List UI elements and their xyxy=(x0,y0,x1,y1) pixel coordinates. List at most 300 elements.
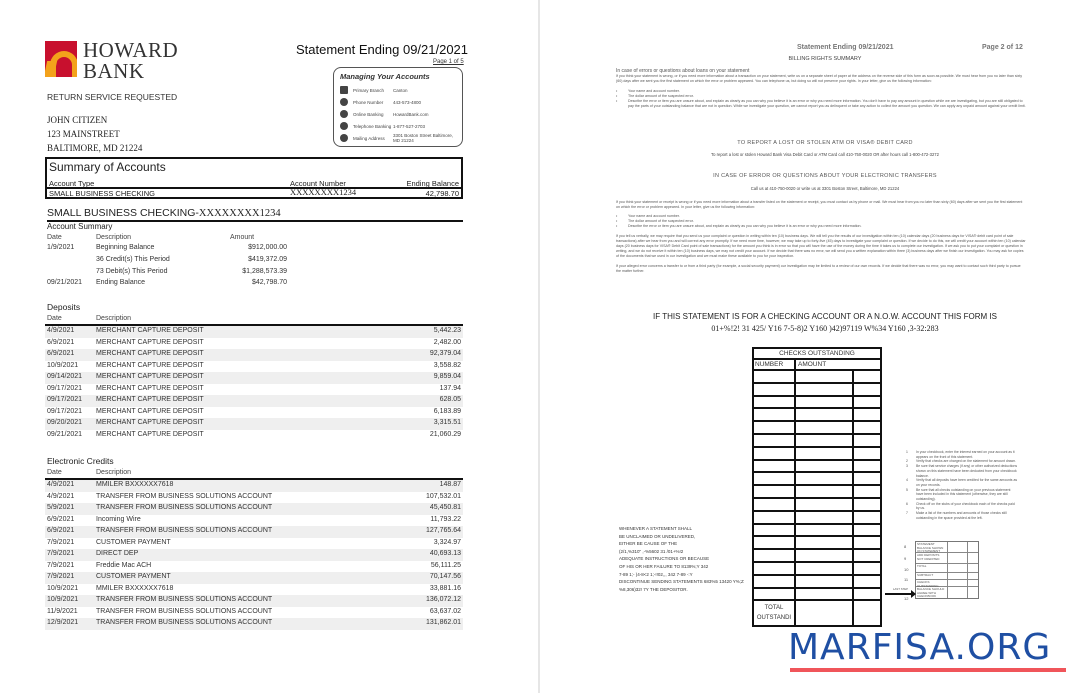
row-amount: $42,798.70 xyxy=(251,279,287,287)
row-date: 7/9/2021 xyxy=(47,538,75,546)
row-date: 09/17/2021 xyxy=(47,407,83,415)
row-date: 09/17/2021 xyxy=(47,396,83,403)
instruction-text: Be sure that service charges (if any) or other authorized deductions shown on this statement have been deducted from your checkbook balance. xyxy=(916,464,1018,478)
account-summary-row xyxy=(47,244,347,256)
billing-bullets xyxy=(616,89,1026,109)
row-amount: $1,288,573.39 xyxy=(242,267,287,275)
account-section-heading xyxy=(47,207,463,222)
check-cents-cell[interactable] xyxy=(854,537,880,548)
check-entry-row xyxy=(754,473,880,486)
row-description: MERCHANT CAPTURE DEPOSIT xyxy=(96,419,204,426)
row-description: TRANSFER FROM BUSINESS SOLUTIONS ACCOUNT xyxy=(96,607,273,615)
check-amount-cell[interactable] xyxy=(796,422,854,433)
account-type: SMALL BUSINESS CHECKING xyxy=(49,189,155,198)
row-amount: 70,147.56 xyxy=(429,573,461,580)
row-date: 6/9/2021 xyxy=(47,338,75,346)
table-row xyxy=(45,584,463,596)
table-row xyxy=(45,572,463,584)
managing-accounts-title: Managing Your Accounts xyxy=(340,72,430,81)
managing-label: Primary Branch xyxy=(353,87,385,93)
col-description: Description xyxy=(96,234,132,241)
instruction-number: 5 xyxy=(906,487,908,492)
account-summary-row xyxy=(47,268,347,280)
managing-value: 1-877-527-2703 xyxy=(393,123,426,129)
watermark-underline xyxy=(790,668,1066,672)
checks-total-row xyxy=(754,601,880,625)
row-amount: 40,693.13 xyxy=(429,550,461,557)
check-entry-row xyxy=(754,525,880,538)
recon-cents[interactable] xyxy=(968,542,978,552)
eft-paragraph: If you tell us verbally, we may require that you send us your complaint or question in writing within ten (10) business days. We will tell you the results of our investigation within ten (10) calendar days (20 business days for VISA® debit card point of sale transactions) after we hear from you and will correct any error promptly. If we need more time, however, we may take up to forty-five (45) days to investigate your complaint or question. If we decide to do this, we will credit your account within ten (10) calendar days (20 business days for VISA® Debit Card point of sale transactions) for the amount you think is in error so that you will have the use of the money during the time it takes us to complete our investigation. If we ask you to put your complaint or question in writing, and we do not receive it within ten (10) business days, we may not credit your account. If we decide that there was no error, we will send you a written explanation within three (3) business days after we finish our investigation. You may ask for copies of the documents that we used in our investigation and we must make these available to you for your inspection. xyxy=(616,234,1026,258)
eft-bullet: • Your name and account number. xyxy=(616,214,1026,219)
notice-line: EITHER BE CAUSE OF THE xyxy=(619,541,678,547)
row-description: MERCHANT CAPTURE DEPOSIT xyxy=(96,350,204,357)
row-description: TRANSFER FROM BUSINESS SOLUTIONS ACCOUNT xyxy=(96,619,273,626)
row-amount: 3,324.97 xyxy=(433,538,461,546)
account-summary-row xyxy=(47,256,347,268)
bank-name-line1: HOWARD xyxy=(83,38,179,62)
phone-person-icon xyxy=(340,98,348,106)
check-cents-cell[interactable] xyxy=(854,550,880,561)
billing-bullet: • Your name and account number. xyxy=(616,89,1026,94)
check-amount-cell[interactable] xyxy=(796,589,854,600)
statement-page-1 xyxy=(0,0,538,693)
eft-third-party: If your alleged error concerns a transfer to or from a third party (for example, a social security payment) our investigation may be limited to a review of our own records. If we decide that there was no error, you may want to contact such third party to pursue the matter further. xyxy=(616,264,1021,273)
row-amount: 3,315.51 xyxy=(433,419,461,426)
row-amount: 11,793.22 xyxy=(430,515,461,523)
instruction-text: Check off on the stubs of your checkbook each of the checks paid by us. xyxy=(916,501,1015,511)
row-amount: 136,072.12 xyxy=(425,596,461,603)
check-cents-cell[interactable] xyxy=(854,525,880,536)
check-number-cell[interactable] xyxy=(754,486,796,497)
check-entry-row xyxy=(754,397,880,410)
check-entry-row xyxy=(754,563,880,576)
row-description: TRANSFER FROM BUSINESS SOLUTIONS ACCOUNT xyxy=(96,492,273,500)
account-summary-row xyxy=(47,279,347,291)
check-amount-cell[interactable] xyxy=(796,525,854,536)
check-number-cell[interactable] xyxy=(754,563,796,574)
instruction-item xyxy=(906,511,1018,520)
recon-number: 8 xyxy=(904,544,907,549)
row-description: Beginning Balance xyxy=(96,244,155,251)
table-row xyxy=(45,326,463,338)
check-number-cell[interactable] xyxy=(754,537,796,548)
check-amount-cell[interactable] xyxy=(796,499,854,510)
managing-row-telephone xyxy=(340,120,456,132)
row-description: Ending Balance xyxy=(96,279,146,287)
row-amount: $912,000.00 xyxy=(248,244,287,251)
check-cents-cell[interactable] xyxy=(854,512,880,523)
check-number-cell[interactable] xyxy=(754,422,796,433)
recon-amount[interactable] xyxy=(948,553,968,563)
total-amount-cell[interactable] xyxy=(796,601,854,625)
managing-row-mailing xyxy=(340,132,456,144)
table-row xyxy=(45,618,463,630)
table-row xyxy=(45,607,463,619)
row-date: 7/9/2021 xyxy=(47,550,75,557)
recon-amount[interactable] xyxy=(948,542,968,552)
row-amount: 5,442.23 xyxy=(433,327,461,334)
recon-amount[interactable] xyxy=(948,564,968,572)
row-description: Incoming Wire xyxy=(96,515,141,523)
recon-amount[interactable] xyxy=(948,580,968,586)
managing-value: Canton xyxy=(393,87,408,93)
row-description: MERCHANT CAPTURE DEPOSIT xyxy=(96,430,204,438)
instruction-number: 4 xyxy=(906,478,908,483)
statement-title: Statement Ending 09/21/2021 xyxy=(296,42,469,57)
notice-line: DISCONTINUE SENDING STATEMENTS 683%5 13420 Y%;Z xyxy=(619,579,744,585)
total-cents-cell[interactable] xyxy=(854,601,880,625)
row-description: TRANSFER FROM BUSINESS SOLUTIONS ACCOUNT xyxy=(96,504,273,511)
eft-section xyxy=(616,200,1026,274)
check-number-cell[interactable] xyxy=(754,589,796,600)
row-amount: 9,859.04 xyxy=(433,373,461,380)
row-date: 09/14/2021 xyxy=(47,373,83,380)
col-date: Date xyxy=(47,234,62,241)
page2-page-number: Page 2 of 12 xyxy=(982,44,1023,51)
row-description: 36 Credit(s) This Period xyxy=(96,255,170,263)
row-description: MERCHANT CAPTURE DEPOSIT xyxy=(96,407,204,415)
recon-row-8 xyxy=(916,542,978,553)
check-number-cell[interactable] xyxy=(754,576,796,587)
electronic-credits-table xyxy=(45,478,463,630)
managing-row-online xyxy=(340,108,456,120)
row-date: 7/9/2021 xyxy=(47,573,75,580)
check-amount-cell[interactable] xyxy=(796,384,854,395)
row-date: 1/9/2021 xyxy=(47,244,75,251)
instruction-number: 7 xyxy=(906,511,908,516)
check-number-cell[interactable] xyxy=(754,512,796,523)
check-cents-cell[interactable] xyxy=(854,422,880,433)
row-amount: 148.87 xyxy=(439,481,461,488)
row-description: MERCHANT CAPTURE DEPOSIT xyxy=(96,373,204,380)
mail-icon xyxy=(340,134,348,142)
check-number-cell[interactable] xyxy=(754,384,796,395)
check-amount-cell[interactable] xyxy=(796,576,854,587)
bank-building-icon xyxy=(340,86,348,94)
row-date: 11/9/2021 xyxy=(47,607,78,615)
row-date: 6/9/2021 xyxy=(47,515,75,523)
row-description: Freddie Mac ACH xyxy=(96,561,152,569)
managing-row-phone xyxy=(340,96,456,108)
row-date: 09/21/2021 xyxy=(47,430,83,438)
summary-account-row xyxy=(47,189,461,199)
row-amount: 6,183.89 xyxy=(433,407,461,415)
check-amount-cell[interactable] xyxy=(796,435,854,446)
account-summary-title: Account Summary xyxy=(47,222,113,231)
managing-label: Phone Number xyxy=(353,99,384,105)
instruction-number: 3 xyxy=(906,464,908,469)
table-row xyxy=(45,418,463,430)
check-amount-cell[interactable] xyxy=(796,486,854,497)
eft-contact: Call us at 410-750-0020 or write us at 3301 Boston Street, Baltimore, MD 21224 xyxy=(750,186,900,191)
check-number-cell[interactable] xyxy=(754,435,796,446)
recon-cents[interactable] xyxy=(968,564,978,572)
row-date: 09/17/2021 xyxy=(47,384,83,392)
mailing-address xyxy=(47,113,142,155)
recon-number: 11 xyxy=(904,577,909,582)
billing-intro-heading: In case of errors or questions about loans on your statement xyxy=(616,68,750,74)
check-number-cell[interactable] xyxy=(754,448,796,459)
instruction-text: Make a list of the numbers and amounts of those checks still outstanding in the space provided at the left. xyxy=(916,511,1007,520)
check-cents-cell[interactable] xyxy=(854,576,880,587)
instruction-text: Verify that checks are charged on the statement for amount drawn. xyxy=(916,459,1017,464)
check-entry-row xyxy=(754,589,880,602)
row-date: 09/20/2021 xyxy=(47,419,83,426)
row-amount: 137.94 xyxy=(439,384,461,392)
howard-bank-logo-icon xyxy=(45,41,77,77)
managing-accounts-box xyxy=(333,67,463,147)
checking-form-note xyxy=(620,311,1030,335)
instruction-number: 6 xyxy=(906,501,908,506)
row-amount: 63,637.02 xyxy=(429,607,461,615)
check-entry-row xyxy=(754,486,880,499)
table-row xyxy=(45,480,463,492)
recon-row-11b xyxy=(916,580,978,587)
notice-line: BE UNCLAIMED OR UNDELIVERED, xyxy=(619,533,696,539)
check-cents-cell[interactable] xyxy=(854,371,880,382)
recon-label: TOTAL xyxy=(916,564,948,572)
row-amount: 45,450.81 xyxy=(429,504,461,511)
managing-label: Online Banking xyxy=(353,111,384,117)
row-amount: 2,482.00 xyxy=(433,338,461,346)
check-amount-cell[interactable] xyxy=(796,550,854,561)
managing-value: 3301 Boston Street Baltimore, MD 21224 xyxy=(393,133,454,143)
row-amount: 107,532.01 xyxy=(425,492,461,500)
check-cents-cell[interactable] xyxy=(854,448,880,459)
recon-label: SUBTRACT xyxy=(916,573,948,579)
table-row xyxy=(45,430,463,442)
check-amount-cell[interactable] xyxy=(796,563,854,574)
table-row xyxy=(45,549,463,561)
check-cents-cell[interactable] xyxy=(854,384,880,395)
table-row xyxy=(45,561,463,573)
row-description: MERCHANT CAPTURE DEPOSIT xyxy=(96,327,204,334)
page2-statement-title: Statement Ending 09/21/2021 xyxy=(797,44,894,51)
row-date: 4/9/2021 xyxy=(47,492,75,500)
electronic-credits-title: Electronic Credits xyxy=(47,456,114,466)
check-amount-cell[interactable] xyxy=(796,397,854,408)
instruction-item xyxy=(906,488,1018,502)
table-row xyxy=(45,595,463,607)
account-summary-table xyxy=(47,244,347,291)
check-cents-cell[interactable] xyxy=(854,397,880,408)
account-number: XXXXXXXX1234 xyxy=(290,187,357,197)
row-date: 09/21/2021 xyxy=(47,279,83,287)
summary-of-accounts xyxy=(45,157,463,199)
table-row xyxy=(45,503,463,515)
check-amount-cell[interactable] xyxy=(796,537,854,548)
row-date: 5/9/2021 xyxy=(47,504,75,511)
managing-value: 443-573-4800 xyxy=(393,99,422,105)
ending-balance: 42,798.70 xyxy=(425,189,459,198)
page-number: Page 1 of 5 xyxy=(433,59,464,65)
deposits-title: Deposits xyxy=(47,302,81,312)
check-number-cell[interactable] xyxy=(754,397,796,408)
row-description: MERCHANT CAPTURE DEPOSIT xyxy=(96,384,204,392)
check-entry-row xyxy=(754,499,880,512)
col-amount: Amount xyxy=(230,234,255,241)
check-cents-cell[interactable] xyxy=(854,461,880,472)
check-cents-cell[interactable] xyxy=(854,589,880,600)
form-note-line1: IF THIS STATEMENT IS FOR A CHECKING ACCOUNT OR A N.O.W. ACCOUNT THIS FORM IS xyxy=(653,312,997,321)
row-date: 10/9/2021 xyxy=(47,361,79,369)
row-date: 6/9/2021 xyxy=(47,350,75,357)
check-amount-cell[interactable] xyxy=(796,461,854,472)
table-row xyxy=(45,407,463,419)
recon-row-11 xyxy=(916,573,978,580)
row-description: MERCHANT CAPTURE DEPOSIT xyxy=(96,361,204,369)
check-cents-cell[interactable] xyxy=(854,499,880,510)
check-number-cell[interactable] xyxy=(754,473,796,484)
eft-heading: IN CASE OF ERROR OR QUESTIONS ABOUT YOUR ELECTRONIC TRANSFERS xyxy=(713,173,937,179)
billing-intro-text: If you think your statement is wrong, or if you need more information about a transaction on your statement, write us on a separate sheet of paper at the address on the reverse side of this form as soon as possible. We must hear from you no later than sixty (60) days after we sent you the first statement on which the error or problem appeared. You can telephone us, but doing so will not preserve your rights. In your letter, give us the following information: xyxy=(616,74,1023,83)
check-amount-cell[interactable] xyxy=(796,371,854,382)
recon-row-12 xyxy=(916,587,978,598)
col-number: NUMBER xyxy=(754,360,796,369)
header-account-number: Account Number xyxy=(290,179,346,188)
check-entry-row xyxy=(754,384,880,397)
check-amount-cell[interactable] xyxy=(796,448,854,459)
row-date: 4/9/2021 xyxy=(47,327,75,334)
table-row xyxy=(45,538,463,550)
recon-row-9 xyxy=(916,553,978,564)
instruction-text: Verify that all deposits have been credited for the same amounts as on your records. xyxy=(916,478,1018,487)
check-entry-row xyxy=(754,371,880,384)
notice-line: WHENEVER A STATEMENT SHALL xyxy=(619,526,693,531)
recon-row-10 xyxy=(916,564,978,573)
row-date: 7/9/2021 xyxy=(47,561,75,569)
eft-bullet: • Describe the error or item you are unsure about, and explain as clearly as you can why you believe it is an error or why you need more information. xyxy=(616,224,1026,229)
check-entry-row xyxy=(754,576,880,589)
instruction-item xyxy=(906,464,1018,478)
check-cents-cell[interactable] xyxy=(854,563,880,574)
howard-bank-logo xyxy=(45,40,178,82)
header-ending-balance: Ending Balance xyxy=(406,179,459,188)
check-number-cell[interactable] xyxy=(754,371,796,382)
row-description: TRANSFER FROM BUSINESS SOLUTIONS ACCOUNT xyxy=(96,527,273,534)
row-amount: 3,558.82 xyxy=(433,361,461,369)
address-name: JOHN CITIZEN xyxy=(47,115,108,125)
row-amount: 56,111.25 xyxy=(430,561,461,569)
instruction-item xyxy=(906,478,1018,487)
check-entry-row xyxy=(754,550,880,563)
col-amount: AMOUNT xyxy=(798,361,827,368)
billing-bullet: • Describe the error or item you are unsure about, and explain as clearly as you can why you believe it is an error or why you need more information. You don't have to pay any amount in question while we are investigating, but you are still obligated to pay the parts of your outstanding balance that are not in question. While we investigate your question, we cannot report you as delinquent or take any action to collect the amount you question. We can apply any unpaid amount against your credit limit. xyxy=(616,99,1026,109)
eft-bullet: • The dollar amount of the suspected error. xyxy=(616,219,1026,224)
row-description: MMILER BXXXXXX7618 xyxy=(96,584,174,592)
billing-bullet: • The dollar amount of the suspected error. xyxy=(616,94,1026,99)
check-cents-cell[interactable] xyxy=(854,473,880,484)
table-row xyxy=(45,515,463,527)
check-number-cell[interactable] xyxy=(754,409,796,420)
recon-label: CHECKS OUTSTANDING xyxy=(916,580,948,586)
recon-cents[interactable] xyxy=(968,587,978,598)
row-date: 12/9/2021 xyxy=(47,619,79,626)
col-description: Description xyxy=(96,469,132,476)
check-number-cell[interactable] xyxy=(754,525,796,536)
notice-line: OF HIS OR HER FAILURE TO 8139%;Y 342 xyxy=(619,563,709,569)
notice-line: (2/1,%310" ,-%5602 31 /01+%!2 xyxy=(619,548,684,554)
table-row xyxy=(45,384,463,396)
lost-card-text: To report a lost or stolen Howard Bank Visa Debit Card or ATM Card call 410-750-0020 OR after hours call 1-800-472-3272 xyxy=(711,152,939,157)
check-number-cell[interactable] xyxy=(754,550,796,561)
reconcile-table xyxy=(915,541,979,599)
row-description: MERCHANT CAPTURE DEPOSIT xyxy=(96,396,204,403)
col-description: Description xyxy=(96,315,132,322)
row-amount: 127,765.64 xyxy=(425,527,461,534)
computer-icon xyxy=(340,110,348,118)
recon-label: BALANCE SHOULD AGREE WITH CHECKBOOK xyxy=(916,587,948,598)
check-amount-cell[interactable] xyxy=(796,512,854,523)
billing-rights-title: BILLING RIGHTS SUMMARY xyxy=(788,56,862,62)
table-row xyxy=(45,338,463,350)
check-cents-cell[interactable] xyxy=(854,486,880,497)
check-number-cell[interactable] xyxy=(754,461,796,472)
check-number-cell[interactable] xyxy=(754,499,796,510)
form-note-line2: 01+%!2! 31 425/ Y16 7-5-8)2 Y160 )42)97119 W%34 Y160 ,3-32:283 xyxy=(711,324,939,333)
recon-number: 9 xyxy=(904,556,907,561)
arrow-right-icon xyxy=(885,593,913,595)
check-entry-row xyxy=(754,422,880,435)
lost-card-heading: TO REPORT A LOST OR STOLEN ATM OR VISA® DEBIT CARD xyxy=(737,140,913,146)
check-cents-cell[interactable] xyxy=(854,409,880,420)
recon-cents[interactable] xyxy=(968,553,978,563)
deposits-table xyxy=(45,324,463,441)
check-amount-cell[interactable] xyxy=(796,409,854,420)
row-description: DIRECT DEP xyxy=(96,550,139,557)
check-entry-row xyxy=(754,448,880,461)
return-service-text: RETURN SERVICE REQUESTED xyxy=(47,92,178,102)
reconcile-instructions xyxy=(906,450,1018,521)
unclaimed-statement-notice xyxy=(619,525,759,593)
check-entry-row xyxy=(754,512,880,525)
managing-label: Mailing Address xyxy=(353,135,385,141)
checks-outstanding-table xyxy=(752,347,882,627)
instruction-item xyxy=(906,502,1018,511)
check-amount-cell[interactable] xyxy=(796,473,854,484)
checks-outstanding-title: CHECKS OUTSTANDING xyxy=(754,349,880,360)
recon-amount[interactable] xyxy=(948,587,968,598)
row-date: 6/9/2021 xyxy=(47,527,75,534)
marfisa-watermark: MARFISA.ORG xyxy=(788,627,1052,668)
table-row xyxy=(45,349,463,361)
header-account-type: Account Type xyxy=(49,179,95,188)
check-entry-row xyxy=(754,461,880,474)
table-row xyxy=(45,526,463,538)
address-city: BALTIMORE, MD 21224 xyxy=(47,143,143,153)
check-entry-row xyxy=(754,435,880,448)
row-amount: 33,881.16 xyxy=(429,584,461,592)
row-description: 73 Debit(s) This Period xyxy=(96,267,168,275)
row-date: 4/9/2021 xyxy=(47,481,75,488)
recon-cents[interactable] xyxy=(968,580,978,586)
row-amount: $419,372.09 xyxy=(248,255,287,263)
notice-line: %8,306)32! 7Y THE DEPOSITOR. xyxy=(619,586,688,592)
instruction-number: 2 xyxy=(906,459,908,464)
col-date: Date xyxy=(47,315,62,322)
check-cents-cell[interactable] xyxy=(854,435,880,446)
managing-label: Telephone Banking xyxy=(353,123,392,129)
row-description: MMILER BXXXXXX7618 xyxy=(96,481,174,488)
summary-title: Summary of Accounts xyxy=(49,160,166,174)
instruction-text: Be sure that all checks outstanding on your previous statement have been included in this statement (otherwise, they are still outstanding). xyxy=(916,487,1011,502)
account-heading-number: XXXXXXXX1234 xyxy=(198,208,281,219)
last-step-label: LAST STEP xyxy=(893,587,909,591)
eft-intro: If you think your statement or receipt is wrong or if you need more information about a transfer listed on the statement or receipt, you must contact us by phone or mail. We must hear from you no later than sixty (60) days after we sent you the first statement on which the error or problem appeared. In your letter, give us the following information: xyxy=(616,200,1023,209)
row-date: 10/9/2021 xyxy=(47,596,79,603)
eft-bullets xyxy=(616,214,1026,229)
